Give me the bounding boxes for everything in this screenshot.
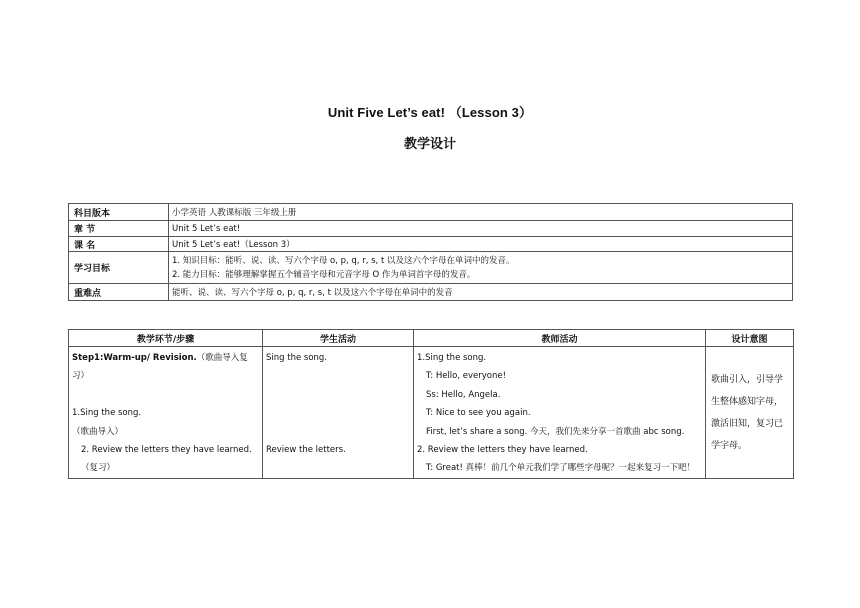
- goal-ability: 2. 能力目标：能够理解掌握五个辅音字母和元音字母 O 作为单词首字母的发音。: [172, 269, 476, 280]
- info-value: 能听、说、读、写六个字母 o, p, q, r, s, t 以及这六个字母在单词中的发音: [169, 284, 793, 301]
- step-title: [72, 349, 259, 386]
- info-value: Unit 5 Let’s eat!: [169, 221, 793, 237]
- teacher-line: Ss: Hello, Angela.: [426, 389, 501, 400]
- student-sing: Sing the song.: [266, 353, 328, 363]
- header-design-intent: 设计意图: [706, 330, 794, 347]
- teacher-line: 1.Sing the song.: [417, 353, 487, 363]
- spacer: [266, 423, 410, 441]
- step-item-sing: 1.Sing the song.: [72, 408, 142, 419]
- teacher-line: T: Great! 真棒！前几个单元我们学了哪些字母呢？一起来复习一下吧！: [426, 463, 696, 474]
- procedure-row-step1: [69, 347, 794, 479]
- goal-knowledge: 1. 知识目标：能听、说、读、写六个字母 o, p, q, r, s, t 以及这六个字母在单词中的发音。: [172, 255, 515, 266]
- teacher-line: T: Nice to see you again.: [426, 408, 531, 419]
- header-step: 教学环节/步骤: [69, 330, 263, 347]
- info-row-lesson: [69, 237, 793, 252]
- teaching-procedure-table: [68, 329, 794, 479]
- info-row-chapter: [69, 221, 793, 237]
- teacher-line: 2. Review the letters they have learned.: [417, 445, 588, 456]
- procedure-header-row: [69, 330, 794, 347]
- step-title-suffix: （歌曲导入复习）: [72, 353, 248, 382]
- info-label: 学习目标: [69, 252, 169, 284]
- step-cell: [69, 347, 263, 479]
- step-item-sing-note: （歌曲导入）: [72, 426, 124, 437]
- step-item-review-note: （复习）: [81, 463, 116, 474]
- teacher-line: T: Hello, everyone!: [426, 371, 507, 382]
- spacer: [266, 404, 410, 422]
- info-value: [169, 252, 793, 284]
- step-title-text: Step1:Warm-up/ Revision.: [72, 353, 197, 363]
- info-label: 科目版本: [69, 204, 169, 221]
- spacer: [266, 386, 410, 404]
- course-info-table: [68, 203, 793, 301]
- info-label: 章 节: [69, 221, 169, 237]
- header-teacher-activity: 教师活动: [414, 330, 706, 347]
- teacher-activity-cell: [414, 347, 706, 479]
- student-activity-cell: [263, 347, 414, 479]
- info-row-subject: [69, 204, 793, 221]
- header-student-activity: 学生活动: [263, 330, 414, 347]
- info-value: Unit 5 Let’s eat!（Lesson 3）: [169, 237, 793, 252]
- teacher-line: First, let’s share a song. 今天，我们先来分享一首歌曲 abc song.: [426, 426, 685, 437]
- info-value: 小学英语 人教课标版 三年级上册: [169, 204, 793, 221]
- info-row-key-points: [69, 284, 793, 301]
- info-label: 重难点: [69, 284, 169, 301]
- info-row-goals: [69, 252, 793, 284]
- step-item-review: 2. Review the letters they have learned.: [81, 445, 252, 456]
- document-title: Unit Five Let’s eat! （Lesson 3）: [327, 105, 533, 120]
- student-review: Review the letters.: [266, 444, 346, 455]
- document-subtitle: 教学设计: [403, 137, 456, 152]
- spacer: [72, 386, 259, 404]
- design-intent-cell: 歌曲引入，引导学生整体感知字母，激活旧知，复习已学字母。: [706, 347, 794, 479]
- info-label: 课 名: [69, 237, 169, 252]
- spacer: [266, 367, 410, 385]
